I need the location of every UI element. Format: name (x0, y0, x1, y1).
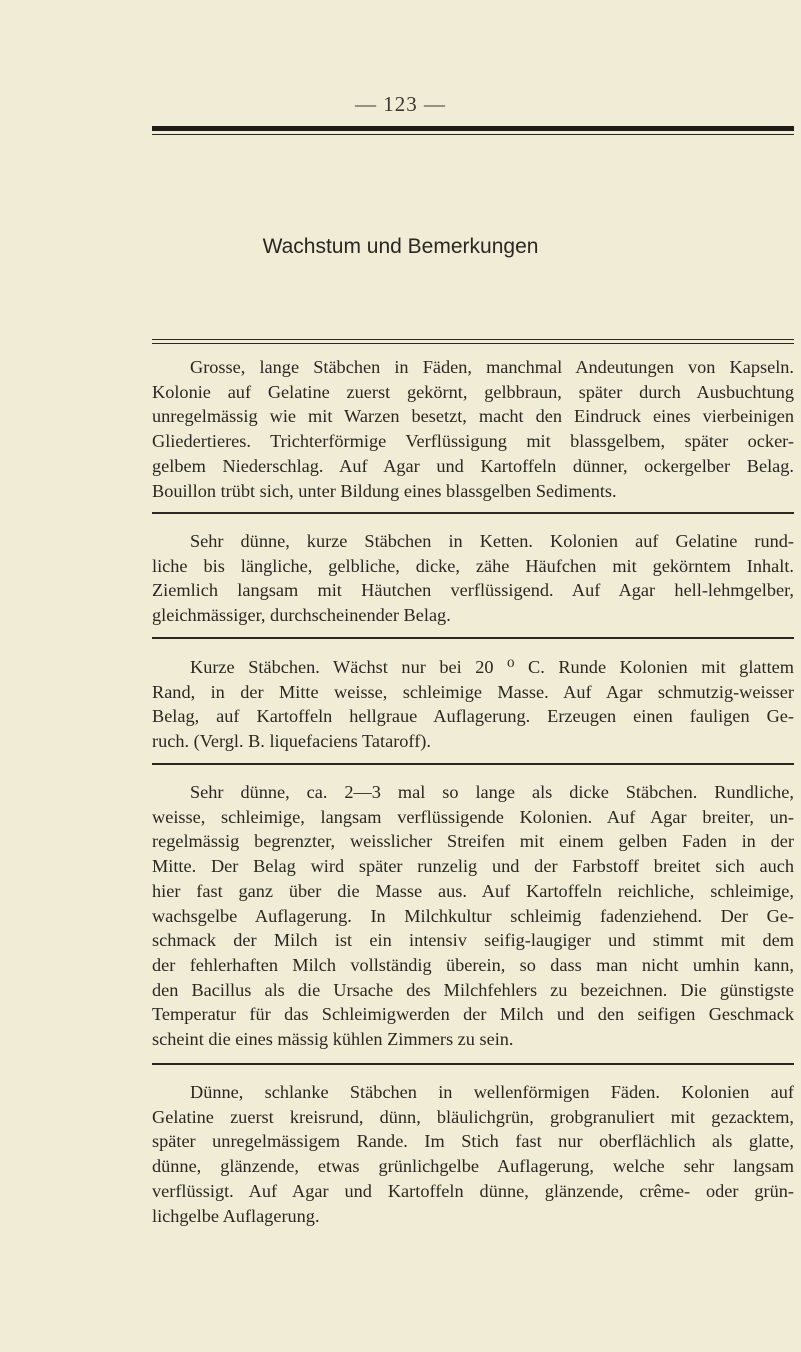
entry-line: Gliedertieres. Trichterförmige Verflüssigung mit blassgelbem, später ocker- (152, 431, 794, 452)
entry-line: wachsgelbe Auflagerung. In Milchkultur schleimig fadenziehend. Der Ge- (152, 905, 794, 926)
entry-separator (152, 637, 794, 639)
entry-line: regelmässig begrenzter, weisslicher Streifen mit einem gelben Faden in der (152, 831, 794, 852)
entry-line: Temperatur für das Schleimigwerden der Milch und den seifigen Geschmack (152, 1004, 794, 1025)
entry-line: gleichmässiger, durchscheinender Belag. (152, 605, 451, 626)
entry-line: Mitte. Der Belag wird später runzelig und der Farbstoff breitet sich auch (152, 856, 794, 877)
entry-line: Rand, in der Mitte weisse, schleimige Masse. Auf Agar schmutzig-weisser (152, 681, 794, 702)
entry-line: weisse, schleimige, langsam verflüssigende Kolonien. Auf Agar breiter, un- (152, 806, 794, 827)
entry-line: der fehlerhaften Milch vollständig überein, so dass man nicht umhin kann, (152, 954, 794, 975)
entry-line: dünne, glänzende, etwas grünlichgelbe Auflagerung, welche sehr langsam (152, 1156, 794, 1177)
entry-separator (152, 512, 794, 514)
entry-line: unregelmässig wie mit Warzen besetzt, macht den Eindruck eines vierbeinigen (152, 406, 794, 427)
section-heading: Wachstum und Bemerkungen (262, 235, 539, 258)
entry-paragraph (152, 355, 794, 503)
entry-line: ruch. (Vergl. B. liquefaciens Tataroff). (152, 731, 431, 752)
entry-separator (152, 763, 794, 765)
entry-line: liche bis längliche, gelbliche, dicke, zähe Häufchen mit gekörntem Inhalt. (152, 555, 794, 576)
heading-rule-upper (152, 339, 794, 340)
entry-line: Kurze Stäbchen. Wächst nur bei 20 ⁰ C. Runde Kolonien mit glattem (190, 657, 794, 677)
entry-line: Belag, auf Kartoffeln hellgraue Auflagerung. Erzeugen einen fauligen Ge- (152, 706, 794, 727)
entry-line: Ziemlich langsam mit Häutchen verflüssigend. Auf Agar hell-lehmgelber, (152, 580, 794, 601)
entry-paragraph (152, 529, 794, 628)
entry-line: Bouillon trübt sich, unter Bildung eines blassgelben Sediments. (152, 480, 617, 501)
entry-line: hier fast ganz über die Masse aus. Auf Kartoffeln reichliche, schleimige, (152, 880, 794, 901)
entry-line: Kolonie auf Gelatine zuerst gekörnt, gelbbraun, später durch Ausbuchtung (152, 381, 794, 402)
entry-line: Gelatine zuerst kreisrund, dünn, bläulichgrün, grobgranuliert mit gezacktem, (152, 1106, 794, 1127)
top-thin-rule (152, 134, 794, 135)
entry-paragraph (152, 1080, 794, 1228)
entry-line: gelbem Niederschlag. Auf Agar und Kartoffeln dünner, ockergelber Belag. (152, 455, 794, 476)
entry-paragraph (152, 780, 794, 1052)
entry-line: Dünne, schlanke Stäbchen in wellenförmigen Fäden. Kolonien auf (190, 1082, 794, 1102)
page-number: — 123 — (355, 92, 446, 116)
entry-line: lichgelbe Auflagerung. (152, 1205, 320, 1226)
entry-line: später unregelmässigem Rande. Im Stich fast nur oberflächlich als glatte, (152, 1131, 794, 1152)
entry-line: den Bacillus als die Ursache des Milchfehlers zu bezeichnen. Die günstigste (152, 979, 794, 1000)
entry-line: schmack der Milch ist ein intensiv seifig-laugiger und stimmt mit dem (152, 930, 794, 951)
entry-line: Grosse, lange Stäbchen in Fäden, manchmal Andeutungen von Kapseln. (190, 357, 794, 377)
entry-line: verflüssigt. Auf Agar und Kartoffeln dünne, glänzende, crême- oder grün- (152, 1180, 794, 1201)
top-thick-rule (152, 126, 794, 131)
entry-line: scheint die eines mässig kühlen Zimmers zu sein. (152, 1029, 514, 1050)
entry-line: Sehr dünne, ca. 2—3 mal so lange als dicke Stäbchen. Rundliche, (190, 782, 794, 802)
entry-separator (152, 1063, 794, 1065)
entry-paragraph (152, 655, 794, 754)
entry-line: Sehr dünne, kurze Stäbchen in Ketten. Kolonien auf Gelatine rund- (190, 531, 794, 551)
heading-rule-lower (152, 343, 794, 344)
